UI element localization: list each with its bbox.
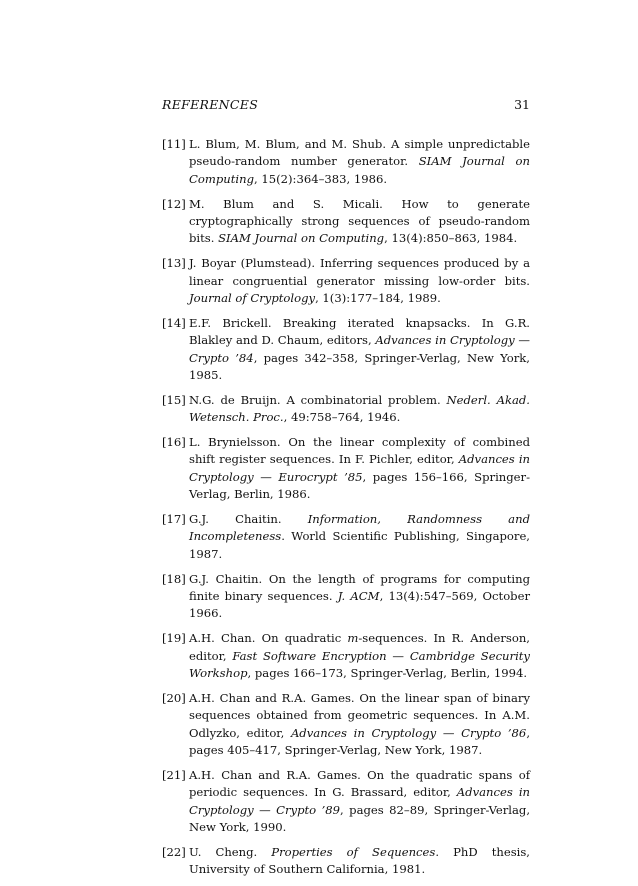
reference-italic-segment: Properties of Sequences [271,844,436,859]
page-number: 31 [514,97,530,112]
reference-number: [19] [162,631,186,646]
reference-segment: E.F. Brickell. Breaking iterated knapsacks. In G.R. Blakley and D. Chaum, editors, [189,315,530,348]
reference-number: [13] [162,256,186,271]
reference-number: [20] [162,690,186,705]
reference-italic-segment: Advances in Cryptology — Crypto ’86 [290,725,527,740]
reference-segment: L. Brynielsson. On the linear complexity of combined shift register sequences. In F. Pichler, editor, [189,435,530,467]
reference-segment: G.J. Chaitin. On the length of programs for computing finite binary sequences. [189,571,530,604]
reference-list [162,136,530,886]
reference-entry [162,690,530,760]
reference-number: [14] [162,315,186,330]
reference-segment: , 13(4):850–863, 1984. [384,231,518,246]
reference-entry [162,844,530,879]
reference-number: [16] [162,435,186,450]
reference-segment: -sequences. In R. Anderson, editor, [189,631,530,663]
reference-text [189,571,530,623]
reference-number: [12] [162,196,186,211]
reference-segment: , 15(2):364–383, 1986. [254,171,388,186]
reference-segment: , 1(3):177–184, 1989. [315,291,441,306]
reference-text [189,136,530,188]
reference-text [189,434,530,504]
reference-segment: A.H. Chan and R.A. Games. On the linear span of binary sequences obtained from geometric sequences. In A.M. Odlyzko, editor, [189,690,530,740]
reference-text [189,392,530,427]
running-head: REFERENCES [162,97,259,112]
reference-segment: , pages 342–358, Springer-Verlag, New York, 1985. [189,350,530,383]
reference-text [189,630,530,682]
reference-italic-segment: SIAM Journal on Computing [218,231,385,246]
reference-number: [21] [162,767,186,782]
reference-entry [162,571,530,623]
page-header [162,97,530,112]
reference-text [189,690,530,760]
reference-italic-segment: Information, Randomness and Incompleteness [189,512,530,544]
reference-text [189,511,530,563]
reference-number: [17] [162,512,186,527]
reference-entry [162,136,530,188]
reference-entry [162,630,530,682]
reference-italic-segment: Advances in Cryptology — Crypto ’84 [189,333,530,365]
reference-text [189,196,530,248]
reference-italic-segment: m [347,631,359,646]
reference-text [189,844,530,879]
reference-segment: M. Blum and S. Micali. How to generate cryptographically strong sequences of pseudo-random bits. [189,196,530,246]
reference-text [189,255,530,307]
reference-entry [162,392,530,427]
reference-text [189,767,530,837]
reference-segment: A.H. Chan and R.A. Games. On the quadratic spans of periodic sequences. In G. Brassard, editor, [189,767,530,800]
reference-segment: . World Scientific Publishing, Singapore, 1987. [189,529,530,561]
reference-segment: , pages 82–89, Springer-Verlag, New York, 1990. [189,802,531,835]
reference-italic-segment: J. ACM [337,589,380,604]
reference-segment: N.G. de Bruijn. A combinatorial problem. [189,392,447,407]
reference-entry [162,315,530,385]
reference-italic-segment: Advances in Cryptology — Crypto ’89 [189,785,530,817]
reference-italic-segment: Advances in Cryptology — Eurocrypt ’85 [189,452,530,484]
reference-number: [18] [162,571,186,586]
reference-entry [162,255,530,307]
reference-segment: A.H. Chan. On quadratic [189,631,348,646]
reference-entry [162,511,530,563]
reference-segment: G.J. Chaitin. [189,512,308,527]
reference-segment: , 13(4):547–569, October 1966. [189,589,531,621]
reference-segment: , pages 156–166, Springer-Verlag, Berlin, 1986. [189,469,531,502]
reference-entry [162,196,530,248]
reference-entry [162,434,530,504]
reference-italic-segment: Fast Software Encryption — Cambridge Security Workshop [189,648,530,681]
reference-segment: L. Blum, M. Blum, and M. Shub. A simple unpredictable pseudo-random number generator. [189,137,530,169]
reference-segment: . PhD thesis, University of Southern California, 1981. [189,844,530,877]
reference-number: [15] [162,392,186,407]
reference-text [189,315,530,385]
reference-italic-segment: Nederl. Akad. Wetensch. Proc. [189,392,530,425]
reference-number: [11] [162,137,186,151]
reference-segment: U. Cheng. [189,844,272,859]
reference-number: [22] [162,844,186,859]
reference-italic-segment: SIAM Journal on Computing [189,154,530,186]
reference-segment: , pages 405–417, Springer-Verlag, New York, 1987. [189,725,530,758]
reference-segment: , 49:758–764, 1946. [283,410,401,425]
reference-italic-segment: Journal of Cryptology [189,291,316,306]
reference-segment: J. Boyar (Plumstead). Inferring sequences produced by a linear congruential generator missing low-order bits. [189,256,530,288]
reference-entry [162,767,530,837]
reference-segment: , pages 166–173, Springer-Verlag, Berlin, 1994. [247,666,528,681]
